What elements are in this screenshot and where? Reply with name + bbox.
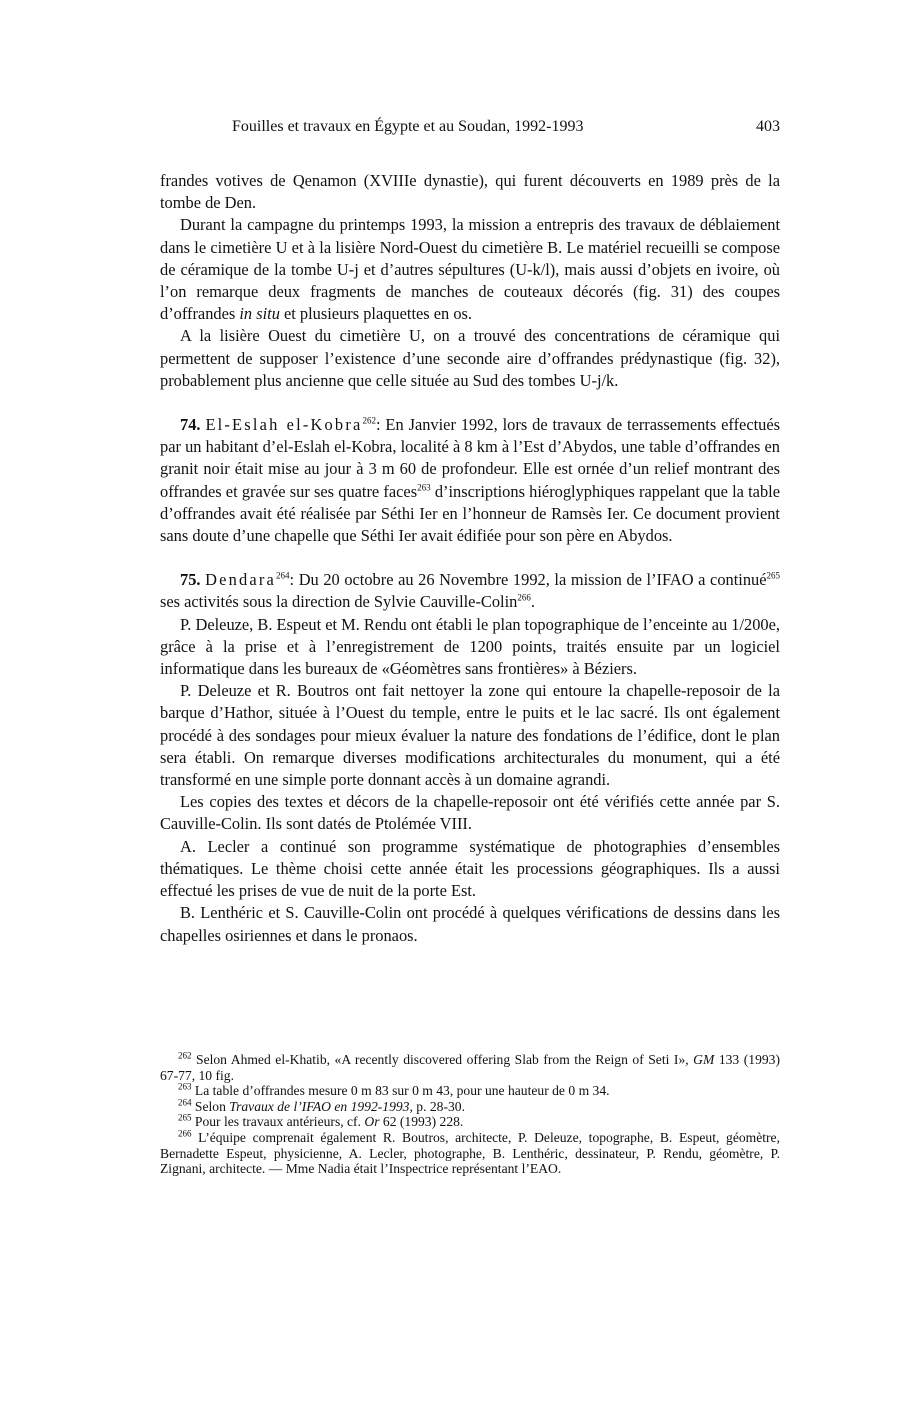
footnote-number: 263 <box>178 1081 192 1092</box>
footnote-number: 265 <box>178 1112 192 1123</box>
paragraph: frandes votives de Qenamon (XVIIIe dynastie), qui furent découverts en 1989 près de la tombe de Den. <box>160 171 780 213</box>
footnotes <box>160 1052 780 1177</box>
text-run: Selon Ahmed el-Khatib, «A recently discovered offering Slab from the Reign of Seti I», <box>191 1052 694 1067</box>
footnote-ref[interactable]: 263 <box>417 482 431 493</box>
section-74 <box>160 414 780 547</box>
paragraph <box>160 214 780 325</box>
footnote-ref[interactable]: 262 <box>362 415 376 426</box>
footnote-263 <box>160 1083 780 1099</box>
text-run: Durant la campagne du printemps 1993, la mission a entrepris des travaux de déblaiement dans le cimetière U et à la lisière Nord-Ouest du cimetière B. Le matériel recueilli se compose de céramique de la tombe U-j et d’autres sépultures (U-k/l), mais aussi d’objets en ivoire, où l’on remarque deux fragments de manches de couteaux décorés (fig. 31) des coupes d’offrandes <box>160 215 780 324</box>
running-header <box>160 118 780 140</box>
section-75 <box>160 569 780 613</box>
text-run: L’équipe comprenait également R. Boutros, architecte, P. Deleuze, topographe, B. Espeut, géomètre, Bernadette Espeut, physicienne, A. Lecler, photographe, B. Lenthéric, dessinateur, P. Rendu, géomètre, P. Zignani, architecte. — Mme Nadia était l’Inspectrice représentant l’EAO. <box>160 1129 780 1177</box>
italic-run: Travaux de l’IFAO en 1992-1993, <box>229 1098 413 1114</box>
text-run: . <box>530 592 535 612</box>
footnote-265 <box>160 1114 780 1130</box>
section-number: 74. <box>180 415 201 435</box>
text-run: ses activités sous la direction de Sylvie Cauville-Colin <box>160 592 518 612</box>
footnote-number: 262 <box>178 1050 192 1061</box>
footnote-262 <box>160 1052 780 1083</box>
main-text <box>160 170 780 947</box>
text-run: 62 (1993) 228. <box>379 1114 464 1130</box>
footnote-ref[interactable]: 266 <box>517 592 531 603</box>
paragraph: A la lisière Ouest du cimetière U, on a trouvé des concentrations de céramique qui permettent de supposer l’existence d’une seconde aire d’offrandes prédynastique (fig. 32), probablement plus ancienne que celle située au Sud des tombes U-j/k. <box>160 326 780 390</box>
text-run: Pour les travaux antérieurs, cf. <box>191 1114 365 1130</box>
text-run: p. 28-30. <box>412 1098 465 1114</box>
text-run: La table d’offrandes mesure 0 m 83 sur 0 m 43, pour une hauteur de 0 m 34. <box>191 1083 610 1099</box>
footnote-264 <box>160 1099 780 1115</box>
running-title: Fouilles et travaux en Égypte et au Soudan, 1992-1993 <box>232 118 584 135</box>
paragraph: P. Deleuze et R. Boutros ont fait nettoyer la zone qui entoure la chapelle-reposoir de la barque d’Hathor, située à l’Ouest du temple, entre le puits et le lac sacré. Ils ont également procédé à des sondages pour mieux évaluer la nature des fondations de l’édifice, dont le plan sera établi. On remarque diverses modifications architecturales du monument, qui a été transformé en une simple porte donnant accès à un domaine agrandi. <box>160 681 780 790</box>
page-number: 403 <box>756 118 780 135</box>
text-run: d’inscriptions hiéroglyphiques rappelant que la table d’offrandes avait été réalisée par Séthi Ier en l’honneur de Ramsès Ier. Ce document provient sans doute d’une chapelle que Séthi Ier avait édifiée pour son père en Abydos. <box>160 481 780 546</box>
text-run: 133 (1993) 67-77, 10 fig. <box>160 1052 780 1083</box>
text-run: : Du 20 octobre au 26 Novembre 1992, la mission de l’IFAO a continué <box>289 570 767 590</box>
italic-run: in situ <box>239 304 280 324</box>
footnote-number: 264 <box>178 1097 192 1108</box>
paragraph: B. Lenthéric et S. Cauville-Colin ont procédé à quelques vérifications de dessins dans les chapelles osiriennes et dans le pronaos. <box>160 903 780 945</box>
footnote-ref[interactable]: 264 <box>276 570 290 581</box>
italic-run: GM <box>693 1052 715 1067</box>
paragraph: A. Lecler a continué son programme systématique de photographies d’ensembles thématiques. Le thème choisi cette année était les processions géographiques. Ils a aussi effectué les prises de vue de nuit de la porte Est. <box>160 836 780 901</box>
footnote-number: 266 <box>178 1128 192 1139</box>
place-name: Dendara <box>205 570 277 590</box>
text-run: : En Janvier 1992, lors de travaux de terrassements effectués par un habitant d’el-Eslah el-Kobra, localité à 8 km à l’Est d’Abydos, une table d’offrandes en granit noir était mise au jour à 3 m 60 de profondeur. Elle est ornée d’un relief montrant des offrandes et gravée sur ses quatre faces <box>160 415 780 501</box>
footnote-266 <box>160 1130 780 1177</box>
paragraph: P. Deleuze, B. Espeut et M. Rendu ont établi le plan topographique de l’enceinte au 1/200e, grâce à la prise et à l’enregistrement de 1200 points, traités ensuite par un logiciel informatique dans les bureaux de «Géomètres sans frontières» à Béziers. <box>160 614 780 679</box>
place-name: El-Eslah el-Kobra <box>205 415 363 435</box>
paragraph: Les copies des textes et décors de la chapelle-reposoir ont été vérifiés cette année par S. Cauville-Colin. Ils sont datés de Ptolémée VIII. <box>160 792 780 834</box>
section-number: 75. <box>180 570 201 590</box>
text-run: Selon <box>191 1098 230 1114</box>
text-run: et plusieurs plaquettes en os. <box>279 304 472 324</box>
footnote-ref[interactable]: 265 <box>766 570 780 581</box>
italic-run: Or <box>364 1114 380 1130</box>
